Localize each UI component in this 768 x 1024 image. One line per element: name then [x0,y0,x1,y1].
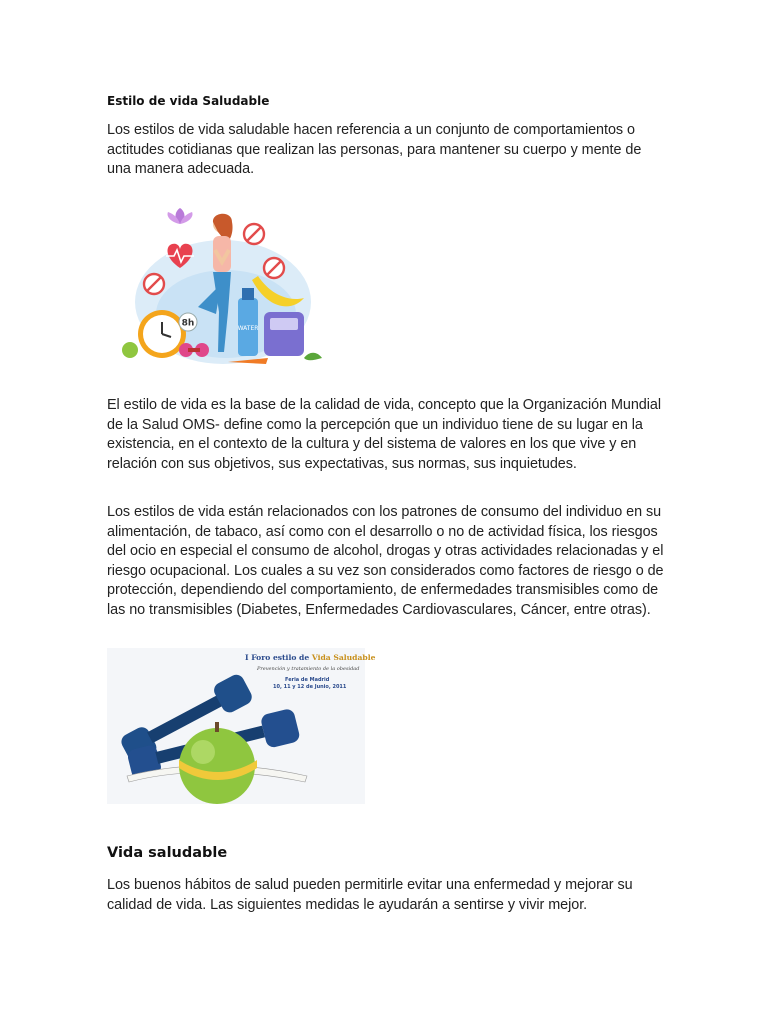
no-alcohol-icon [244,224,264,244]
no-fastfood-icon [264,258,284,278]
quality-of-life-paragraph: El estilo de vida es la base de la calidad de vida, concepto que la Organización Mundial de la Salud OMS- define como la percepción que un individuo tiene de su lugar en la existencia, en el contexto de la cultura y del sistema de valores en los que vive y en relación con sus objetivos, sus expectativas, sus normas, sus inquietudes. [107,397,661,472]
alarm-clock-icon [138,310,186,358]
no-smoking-icon [144,274,164,294]
lotus-icon [168,208,193,224]
intro-paragraph: Los estilos de vida saludable hacen referencia a un conjunto de comportamientos o actitudes cotidianas que realizan las personas, para mantener su cuerpo y mente de una manera adecuada. [107,122,642,178]
section-title-estilo: Estilo de vida Saludable [107,94,270,108]
sleep-8h-badge [179,313,197,331]
banner-dates: 10, 11 y 12 de Junio, 2011 [273,684,347,690]
svg-text:8h: 8h [181,318,195,329]
healthy-lifestyle-illustration [118,202,328,370]
bathroom-scale-icon [264,312,304,356]
banner-venue: Feria de Madrid [285,677,330,683]
banner-title: I Foro estilo de Vida Saludable [245,653,376,662]
green-apple-icon [122,342,138,358]
forum-banner-image [107,648,376,804]
leaf-icon [304,353,322,361]
banner-subtitle: Prevención y tratamiento de la obesidad [257,666,360,672]
svg-text:WATER: WATER [237,325,259,332]
section-title-vida-saludable: Vida saludable [107,845,228,861]
healthy-habits-paragraph: Los buenos hábitos de salud pueden permitirle evitar una enfermedad y mejorar su calidad de vida. Las siguientes medidas le ayudarán a sentirse y vivir mejor. [107,877,633,913]
consumption-patterns-paragraph: Los estilos de vida están relacionados con los patrones de consumo del individuo en su alimentación, de tabaco, así como con el desarrollo o no de actividad física, los riesgos del ocio en especial el consumo de alcohol, drogas y otras actividades relacionadas y el riesgo ocupacional. Los cuales a su vez son considerados como factores de riesgo o de protección, dependiendo del comportamiento, de enfermedades transmisibles como de las no transmisibles (Diabetes, Enfermedades Cardiovasculares, Cáncer, entre otras). [107,504,664,618]
